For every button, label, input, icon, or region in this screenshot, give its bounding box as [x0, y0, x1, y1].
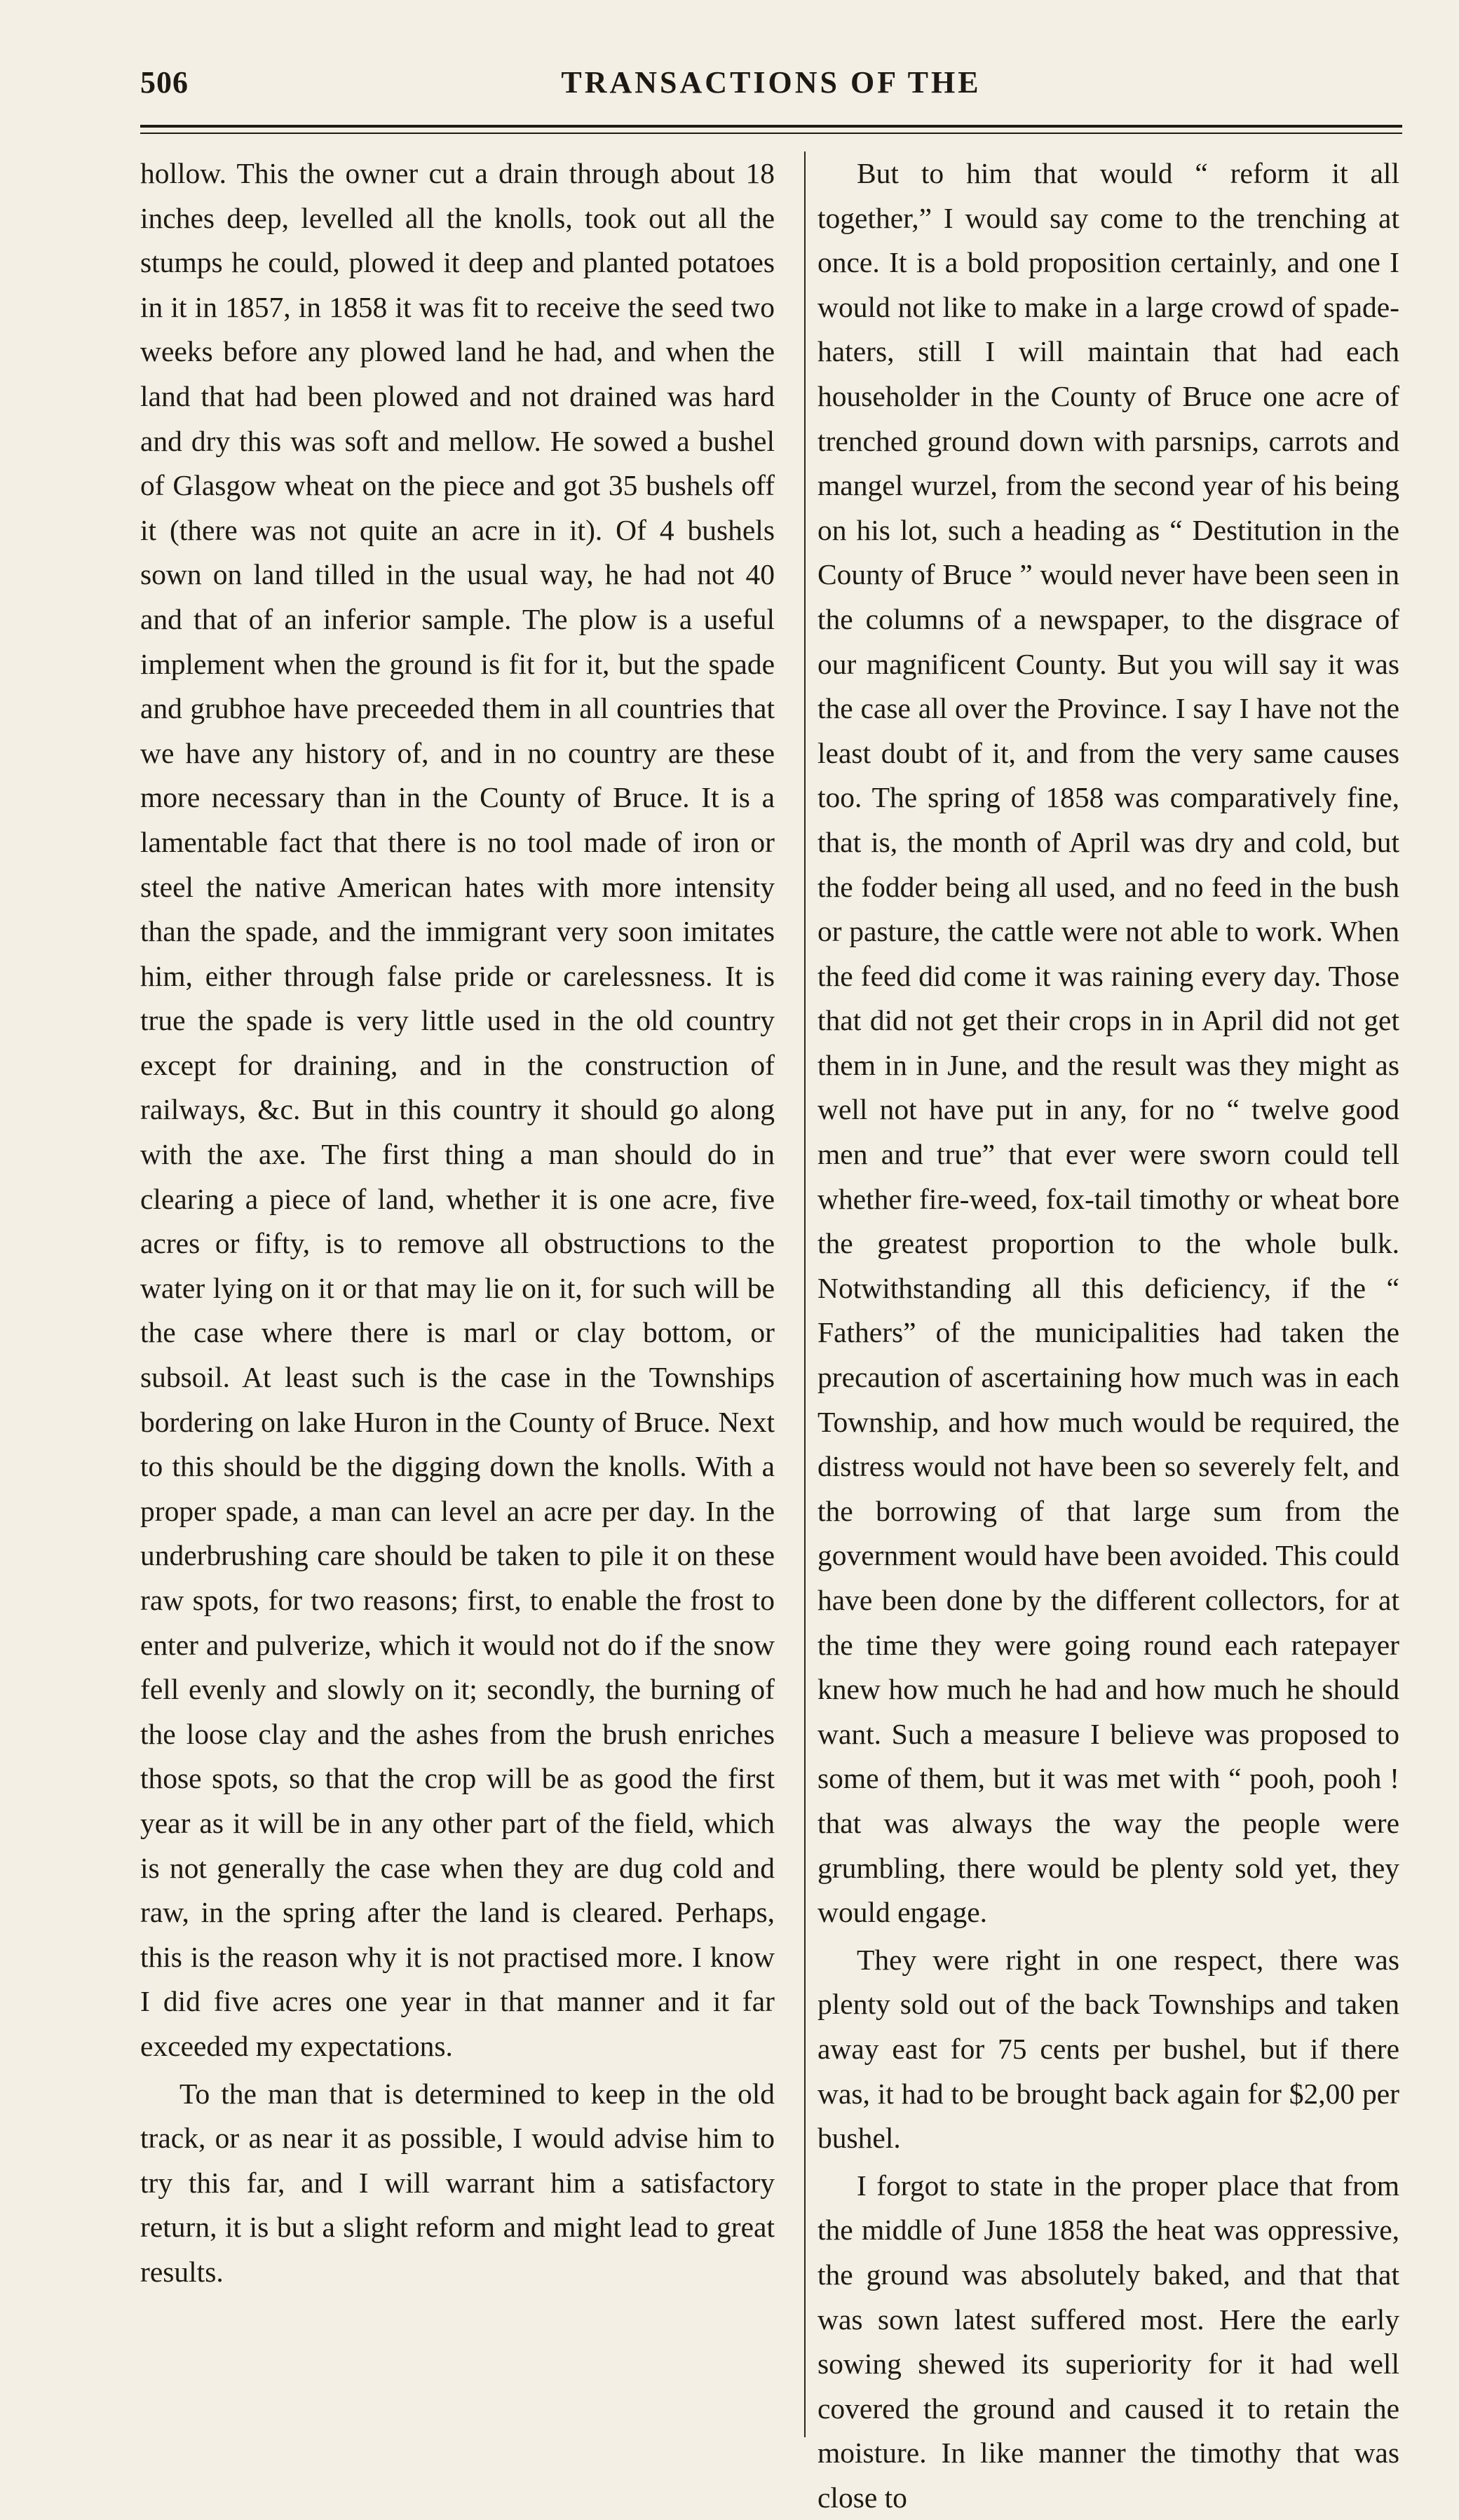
left-column [140, 151, 775, 2295]
right-paragraph-2: They were right in one respect, there was plenty sold out of the back Townships and taken away east for 75 cents per bushel, but if there was, it had to be brought back again for $2,00 per bushel. [817, 1943, 1399, 2155]
right-column [817, 151, 1399, 2520]
running-head: TRANSACTIONS OF THE [561, 65, 982, 100]
page-number: 506 [140, 65, 189, 100]
left-paragraph-1: hollow. This the owner cut a drain through about 18 inches deep, levelled all the knolls, took out all the stumps he could, plowed it deep and planted potatoes in it in 1857, in 1858 it was fit to receive the seed two weeks before any plowed land he had, and when the land that had been plowed and not drained was hard and dry this was soft and mellow. He sowed a bushel of Glasgow wheat on the piece and got 35 bushels off it (there was not quite an acre in it). Of 4 bushels sown on land tilled in the usual way, he had not 40 and that of an inferior sample. The plow is a useful implement when the ground is fit for it, but the spade and grubhoe have preceeded them in all countries that we have any history of, and in no country are these more necessary than in the County of Bruce. It is a lamentable fact that there is no tool made of iron or steel the native American hates with more intensity than the spade, and the immigrant very soon imitates him, either through false pride or carelessness. It is true the spade is very little used in the old country except for draining, and in the construction of railways, &c. But in this country it should go along with the axe. The first thing a man should do in clearing a piece of land, whether it is one acre, five acres or fifty, is to remove all obstructions to the water lying on it or that may lie on it, for such will be the case where there is marl or clay bottom, or subsoil. At least such is the case in the Townships bordering on lake Huron in the County of Bruce. Next to this should be the digging down the knolls. With a proper spade, a man can level an acre per day. In the underbrushing care should be taken to pile it on these raw spots, for two reasons; first, to enable the frost to enter and pulverize, which it would not do if the snow fell evenly and slowly on it; secondly, the burning of the loose clay and the ashes from the brush enriches those spots, so that the crop will be as good the first year as it will be in any other part of the field, which is not generally the case when they are dug cold and raw, in the spring after the land is cleared. Perhaps, this is the reason why it is not practised more. I know I did five acres one year in that manner and it far exceeded my expectations. [140, 157, 775, 2062]
right-paragraph-3: I forgot to state in the proper place that from the middle of June 1858 the heat was oppressive, the ground was absolutely baked, and that that was sown latest suffered most. Here the early sowing shewed its superiority for it had well covered the ground and caused it to retain the moisture. In like manner the timothy that was close to [817, 2169, 1399, 2514]
header-rule-thick [140, 125, 1402, 128]
header-rule-thin [140, 133, 1402, 134]
right-paragraph-1: But to him that would “ reform it all together,” I would say come to the trenching at once. It is a bold proposition certainly, and one I would not like to make in a large crowd of spade-haters, still I will maintain that had each householder in the County of Bruce one acre of trenched ground down with parsnips, carrots and mangel wurzel, from the second year of his being on his lot, such a heading as “ Destitution in the County of Bruce ” would never have been seen in the columns of a newspaper, to the disgrace of our magnificent County. But you will say it was the case all over the Province. I say I have not the least doubt of it, and from the very same causes too. The spring of 1858 was comparatively fine, that is, the month of April was dry and cold, but the fodder being all used, and no feed in the bush or pasture, the cattle were not able to work. When the feed did come it was raining every day. Those that did not get their crops in in April did not get them in in June, and the result was they might as well not have put in any, for no “ twelve good men and true” that ever were sworn could tell whether fire-weed, fox-tail timothy or wheat bore the greatest proportion to the whole bulk. Notwithstanding all this deficiency, if the “ Fathers” of the municipalities had taken the precaution of ascertaining how much was in each Township, and how much would be required, the distress would not have been so severely felt, and the borrowing of that large sum from the government would have been avoided. This could have been done by the different collectors, for at the time they were going round each ratepayer knew how much he had and how much he should want. Such a measure I believe was proposed to some of them, but it was met with “ pooh, pooh ! that was always the way the people were grumbling, there would be plenty sold yet, they would engage. [817, 157, 1399, 1929]
left-paragraph-2: To the man that is determined to keep in the old track, or as near it as possible, I would advise him to try this far, and I will warrant him a satisfactory return, it is but a slight reform and might lead to great results. [140, 2077, 775, 2288]
page-header [140, 65, 1402, 114]
column-divider [804, 151, 806, 2437]
